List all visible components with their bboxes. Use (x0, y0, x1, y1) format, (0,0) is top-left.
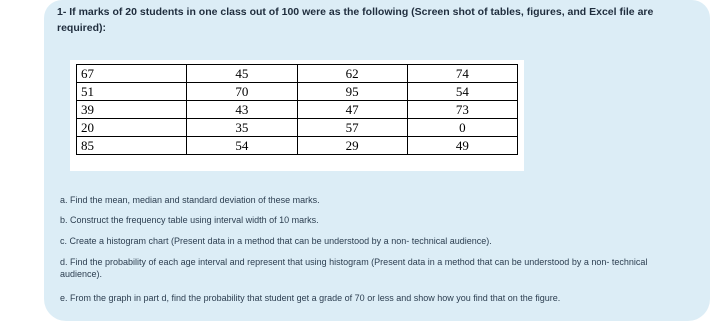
question-d: d. Find the probability of each age interval and represent that using histogram (Present data in a method that can be understood by a non- technical audience). (60, 257, 648, 279)
question-heading (57, 4, 677, 36)
table-cell: 62 (297, 65, 407, 83)
table-cell: 29 (297, 137, 407, 155)
table-row (77, 137, 518, 155)
table-cell: 51 (77, 83, 187, 101)
marks-table-image (70, 60, 524, 171)
table-cell: 85 (77, 137, 187, 155)
table-cell: 95 (297, 83, 407, 101)
table-cell: 43 (187, 101, 297, 119)
question-b: b. Construct the frequency table using interval width of 10 marks. (60, 215, 319, 225)
table-cell: 74 (407, 65, 517, 83)
question-c: c. Create a histogram chart (Present data in a method that can be understood by a non- technical audience). (60, 236, 492, 246)
table-cell: 20 (77, 119, 187, 137)
table-cell: 67 (77, 65, 187, 83)
table-cell: 73 (407, 101, 517, 119)
table-cell: 35 (187, 119, 297, 137)
table-cell: 49 (407, 137, 517, 155)
question-heading-line-1: 1- If marks of 20 students in one class out of 100 were as the following (Screen shot of tables, figures, and Excel file are (57, 6, 654, 18)
table-row (77, 101, 518, 119)
table-cell: 54 (407, 83, 517, 101)
table-cell: 45 (187, 65, 297, 83)
question-e: e. From the graph in part d, find the probability that student get a grade of 70 or less and show how you find that on the figure. (60, 293, 561, 303)
table-cell: 39 (77, 101, 187, 119)
table-cell: 54 (187, 137, 297, 155)
table-cell: 70 (187, 83, 297, 101)
table-cell: 57 (297, 119, 407, 137)
table-row (77, 65, 518, 83)
table-cell: 47 (297, 101, 407, 119)
table-cell: 0 (407, 119, 517, 137)
marks-table (76, 64, 518, 155)
question-heading-line-2: required): (57, 22, 107, 34)
table-row (77, 83, 518, 101)
table-row (77, 119, 518, 137)
question-a: a. Find the mean, median and standard deviation of these marks. (60, 195, 320, 205)
